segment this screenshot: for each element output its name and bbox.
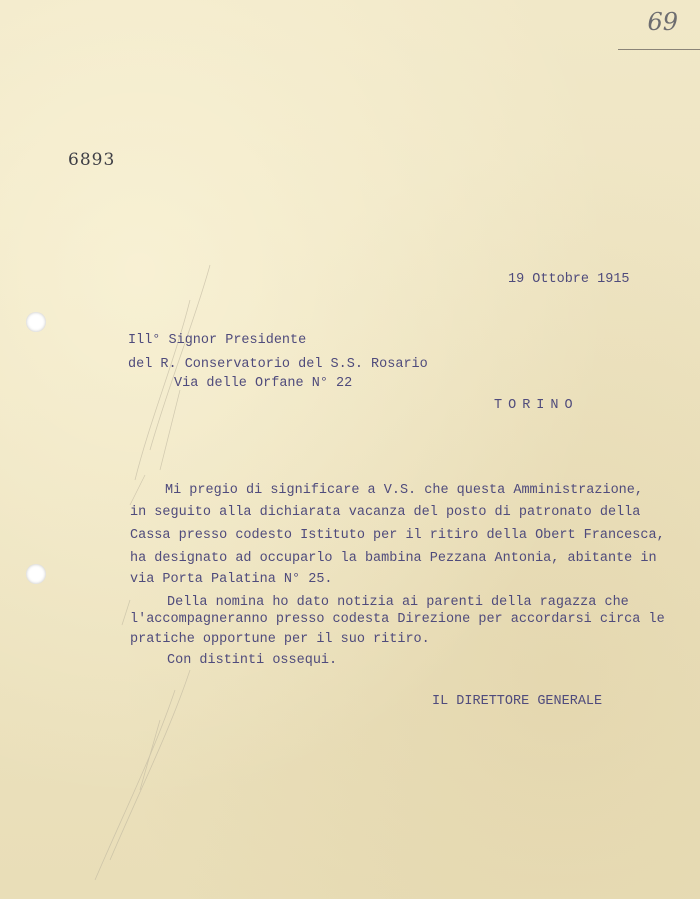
recipient-street: Via delle Orfane N° 22 <box>174 376 353 391</box>
body-line: ha designato ad occuparlo la bambina Pezzana Antonia, abitante in <box>130 551 657 566</box>
recipient-institution: del R. Conservatorio del S.S. Rosario <box>128 357 428 372</box>
signature-block: IL DIRETTORE GENERALE <box>432 694 603 709</box>
body-line: Cassa presso codesto Istituto per il ritiro della Obert Francesca, <box>130 528 665 543</box>
recipient-title: Ill° Signor Presidente <box>128 333 307 348</box>
folio-number: 69 <box>647 8 678 36</box>
body-line: l'accompagneranno presso codesta Direzione per accordarsi circa le <box>130 612 665 627</box>
letter-date: 19 Ottobre 1915 <box>508 272 630 287</box>
closing-line: Con distinti ossequi. <box>167 653 338 668</box>
body-line: Mi pregio di significare a V.S. che questa Amministrazione, <box>165 483 643 498</box>
body-line: via Porta Palatina N° 25. <box>130 572 333 587</box>
protocol-number: 6893 <box>68 150 116 170</box>
recipient-city: TORINO <box>494 398 579 413</box>
body-line: Della nomina ho dato notizia ai parenti della ragazza che <box>167 595 629 610</box>
body-line: pratiche opportune per il suo ritiro. <box>130 632 430 647</box>
body-line: in seguito alla dichiarata vacanza del posto di patronato della <box>130 505 641 520</box>
